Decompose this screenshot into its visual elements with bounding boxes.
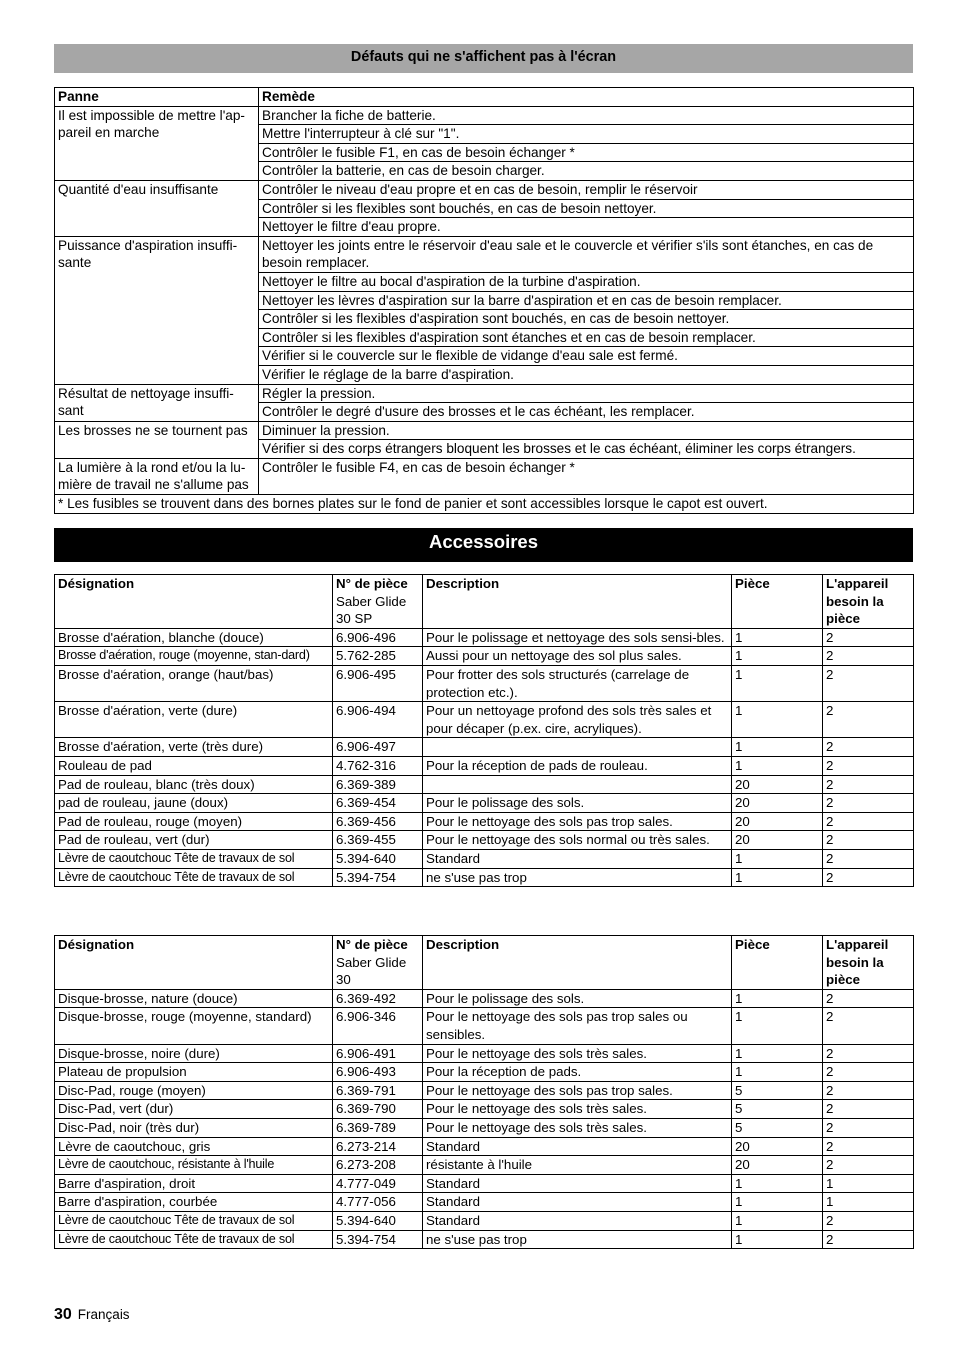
fault-remedy: Nettoyer le filtre d'eau propre. xyxy=(259,218,914,237)
fault-remedy: Nettoyer le filtre au bocal d'aspiration de la turbine d'aspiration. xyxy=(259,272,914,291)
accessories-header-row xyxy=(55,936,914,990)
required-cell: 2 xyxy=(823,989,914,1008)
header-description-label: Description xyxy=(426,576,500,591)
quantity-cell: 1 xyxy=(732,628,823,647)
fault-remedy: Contrôler le fusible F4, en cas de besoin échanger * xyxy=(259,458,914,494)
accessory-row xyxy=(55,1174,914,1193)
part-number-cell: 4.777-049 xyxy=(333,1174,423,1193)
fault-remedy: Vérifier le réglage de la barre d'aspiration. xyxy=(259,365,914,384)
designation-cell: Pad de rouleau, rouge (moyen) xyxy=(55,812,333,831)
fault-remedy: Contrôler si les flexibles sont bouchés, en cas de besoin nettoyer. xyxy=(259,199,914,218)
fault-remedy: Régler la pression. xyxy=(259,384,914,403)
fault-remedy: Contrôler le niveau d'eau propre et en cas de besoin, remplir le réservoir xyxy=(259,180,914,199)
model-name: Saber Glide 30 xyxy=(336,954,407,988)
designation-cell: Barre d'aspiration, droit xyxy=(55,1174,333,1193)
description-cell: Pour le polissage des sols. xyxy=(423,989,732,1008)
required-cell: 1 xyxy=(823,1193,914,1212)
part-number-cell: 5.394-640 xyxy=(333,849,423,868)
header-designation xyxy=(55,575,333,629)
designation-cell: Lèvre de caoutchouc Tête de travaux de sol xyxy=(55,868,333,887)
quantity-cell: 5 xyxy=(732,1081,823,1100)
description-cell: Pour le nettoyage des sols très sales. xyxy=(423,1044,732,1063)
fault-cause: Il est impossible de mettre l'ap-pareil en marche xyxy=(55,106,259,180)
accessory-row xyxy=(55,849,914,868)
header-part-number-label: N° de pièce xyxy=(336,576,408,591)
accessory-row xyxy=(55,794,914,813)
fault-remedy: Contrôler le fusible F1, en cas de besoin échanger * xyxy=(259,143,914,162)
quantity-cell: 1 xyxy=(732,1174,823,1193)
designation-cell: Lèvre de caoutchouc Tête de travaux de sol xyxy=(55,849,333,868)
quantity-cell: 1 xyxy=(732,1230,823,1249)
fault-cause: La lumière à la rond et/ou la lu-mière de travail ne s'allume pas xyxy=(55,458,259,494)
page-footer xyxy=(54,1306,130,1324)
designation-cell: Disc-Pad, vert (dur) xyxy=(55,1100,333,1119)
quantity-cell: 1 xyxy=(732,1044,823,1063)
description-cell: Pour la réception de pads de rouleau. xyxy=(423,756,732,775)
required-cell: 2 xyxy=(823,1137,914,1156)
description-cell: Standard xyxy=(423,1137,732,1156)
fault-row xyxy=(55,384,914,403)
header-part-number xyxy=(333,936,423,990)
description-cell: Pour le polissage des sols. xyxy=(423,794,732,813)
designation-cell: Brosse d'aération, verte (très dure) xyxy=(55,738,333,757)
accessories-table-30 xyxy=(54,935,914,1249)
designation-cell: Brosse d'aération, rouge (moyenne, stan-dard) xyxy=(55,647,333,666)
fault-row xyxy=(55,421,914,440)
required-cell: 2 xyxy=(823,738,914,757)
header-required xyxy=(823,936,914,990)
quantity-cell: 20 xyxy=(732,812,823,831)
footnote: * Les fusibles se trouvent dans des bornes plates sur le fond de panier et sont accessibles lorsque le capot est ouvert. xyxy=(55,495,914,514)
quantity-cell: 1 xyxy=(732,1063,823,1082)
accessory-row xyxy=(55,868,914,887)
quantity-cell: 1 xyxy=(732,702,823,738)
required-cell: 2 xyxy=(823,831,914,850)
fault-remedy: Contrôler le degré d'usure des brosses et le cas échéant, les remplacer. xyxy=(259,403,914,422)
quantity-cell: 1 xyxy=(732,868,823,887)
description-cell: Standard xyxy=(423,849,732,868)
quantity-cell: 1 xyxy=(732,738,823,757)
fault-remedy: Vérifier si le couvercle sur le flexible de vidange d'eau sale est fermé. xyxy=(259,347,914,366)
fault-row xyxy=(55,458,914,494)
accessories-header-row xyxy=(55,575,914,629)
accessory-row xyxy=(55,1100,914,1119)
description-cell: Pour le nettoyage des sols très sales. xyxy=(423,1100,732,1119)
required-cell: 2 xyxy=(823,849,914,868)
part-number-cell: 6.369-454 xyxy=(333,794,423,813)
header-part-number xyxy=(333,575,423,629)
quantity-cell: 20 xyxy=(732,1156,823,1175)
section-title-defauts: Défauts qui ne s'affichent pas à l'écran xyxy=(54,44,913,73)
quantity-cell: 1 xyxy=(732,756,823,775)
description-cell: Aussi pour un nettoyage des sol plus sales. xyxy=(423,647,732,666)
fault-row xyxy=(55,180,914,199)
required-cell: 2 xyxy=(823,702,914,738)
footnote-row xyxy=(55,495,914,514)
accessory-row xyxy=(55,1193,914,1212)
designation-cell: Disc-Pad, noir (très dur) xyxy=(55,1118,333,1137)
part-number-cell: 5.394-754 xyxy=(333,868,423,887)
part-number-cell: 6.369-789 xyxy=(333,1118,423,1137)
header-required-label: L'appareil besoin la pièce xyxy=(826,937,889,988)
description-cell: Pour la réception de pads. xyxy=(423,1063,732,1082)
accessory-row xyxy=(55,1044,914,1063)
part-number-cell: 6.369-790 xyxy=(333,1100,423,1119)
quantity-cell: 1 xyxy=(732,1008,823,1044)
required-cell: 2 xyxy=(823,775,914,794)
accessories-table-sp xyxy=(54,574,914,887)
accessory-row xyxy=(55,1008,914,1044)
part-number-cell: 5.394-640 xyxy=(333,1211,423,1230)
designation-cell: Barre d'aspiration, courbée xyxy=(55,1193,333,1212)
accessory-row xyxy=(55,738,914,757)
accessory-row xyxy=(55,1081,914,1100)
part-number-cell: 6.369-791 xyxy=(333,1081,423,1100)
part-number-cell: 6.906-493 xyxy=(333,1063,423,1082)
fault-cause: Résultat de nettoyage insuffi-sant xyxy=(55,384,259,421)
required-cell: 2 xyxy=(823,647,914,666)
description-cell: Pour le nettoyage des sols pas trop sales. xyxy=(423,812,732,831)
faults-header-row xyxy=(55,88,914,107)
fault-remedy: Brancher la fiche de batterie. xyxy=(259,106,914,125)
part-number-cell: 5.762-285 xyxy=(333,647,423,666)
accessory-row xyxy=(55,831,914,850)
accessory-row xyxy=(55,665,914,701)
part-number-cell: 6.369-455 xyxy=(333,831,423,850)
required-cell: 2 xyxy=(823,794,914,813)
description-cell: Pour frotter des sols structurés (carrelage de protection etc.). xyxy=(423,665,732,701)
fault-remedy: Diminuer la pression. xyxy=(259,421,914,440)
description-cell: Pour le nettoyage des sols normal ou très sales. xyxy=(423,831,732,850)
required-cell: 2 xyxy=(823,1118,914,1137)
header-remede: Remède xyxy=(259,88,914,107)
header-required xyxy=(823,575,914,629)
header-description xyxy=(423,936,732,990)
accessory-row xyxy=(55,1156,914,1175)
accessory-row xyxy=(55,647,914,666)
designation-cell: Plateau de propulsion xyxy=(55,1063,333,1082)
header-description-label: Description xyxy=(426,937,500,952)
required-cell: 2 xyxy=(823,1081,914,1100)
designation-cell: Pad de rouleau, vert (dur) xyxy=(55,831,333,850)
required-cell: 2 xyxy=(823,1044,914,1063)
part-number-cell: 6.906-496 xyxy=(333,628,423,647)
designation-cell: Lèvre de caoutchouc Tête de travaux de sol xyxy=(55,1230,333,1249)
designation-cell: Disque-brosse, nature (douce) xyxy=(55,989,333,1008)
description-cell: Pour le polissage et nettoyage des sols sensi-bles. xyxy=(423,628,732,647)
designation-cell: Lèvre de caoutchouc, résistante à l'huile xyxy=(55,1156,333,1175)
description-cell: Pour un nettoyage profond des sols très sales et pour décaper (p.ex. cire, acryliques). xyxy=(423,702,732,738)
accessory-row xyxy=(55,1230,914,1249)
faults-table xyxy=(54,87,914,514)
accessory-row xyxy=(55,628,914,647)
fault-remedy: Nettoyer les joints entre le réservoir d'eau sale et le couvercle et vérifier s'ils sont étanches, en cas de besoin remplacer. xyxy=(259,236,914,272)
required-cell: 2 xyxy=(823,1156,914,1175)
header-quantity xyxy=(732,936,823,990)
required-cell: 2 xyxy=(823,628,914,647)
quantity-cell: 20 xyxy=(732,794,823,813)
page-number: 30 xyxy=(54,1306,72,1323)
designation-cell: Rouleau de pad xyxy=(55,756,333,775)
header-designation-label: Désignation xyxy=(58,937,135,952)
quantity-cell: 5 xyxy=(732,1100,823,1119)
designation-cell: Disc-Pad, rouge (moyen) xyxy=(55,1081,333,1100)
section-title-accessoires: Accessoires xyxy=(54,528,913,562)
accessory-row xyxy=(55,702,914,738)
fault-remedy: Contrôler la batterie, en cas de besoin charger. xyxy=(259,162,914,181)
part-number-cell: 6.273-214 xyxy=(333,1137,423,1156)
description-cell: résistante à l'huile xyxy=(423,1156,732,1175)
required-cell: 2 xyxy=(823,1230,914,1249)
fault-cause: Quantité d'eau insuffisante xyxy=(55,180,259,236)
accessory-row xyxy=(55,1137,914,1156)
part-number-cell: 6.906-494 xyxy=(333,702,423,738)
part-number-cell: 6.906-497 xyxy=(333,738,423,757)
accessory-row xyxy=(55,1118,914,1137)
required-cell: 1 xyxy=(823,1174,914,1193)
required-cell: 2 xyxy=(823,1211,914,1230)
designation-cell: Pad de rouleau, blanc (très doux) xyxy=(55,775,333,794)
accessory-row xyxy=(55,756,914,775)
description-cell: Pour le nettoyage des sols pas trop sales ou sensibles. xyxy=(423,1008,732,1044)
required-cell: 2 xyxy=(823,756,914,775)
quantity-cell: 1 xyxy=(732,647,823,666)
part-number-cell: 6.273-208 xyxy=(333,1156,423,1175)
header-panne: Panne xyxy=(55,88,259,107)
fault-row xyxy=(55,236,914,272)
part-number-cell: 6.906-346 xyxy=(333,1008,423,1044)
part-number-cell: 6.906-491 xyxy=(333,1044,423,1063)
quantity-cell: 20 xyxy=(732,831,823,850)
model-name: Saber Glide 30 SP xyxy=(336,593,407,627)
header-designation xyxy=(55,936,333,990)
fault-remedy: Nettoyer les lèvres d'aspiration sur la barre d'aspiration et en cas de besoin remplacer. xyxy=(259,291,914,310)
part-number-cell: 5.394-754 xyxy=(333,1230,423,1249)
quantity-cell: 1 xyxy=(732,1211,823,1230)
accessory-row xyxy=(55,775,914,794)
header-description xyxy=(423,575,732,629)
designation-cell: Lèvre de caoutchouc, gris xyxy=(55,1137,333,1156)
description-cell xyxy=(423,775,732,794)
header-quantity-label: Pièce xyxy=(735,576,770,591)
quantity-cell: 5 xyxy=(732,1118,823,1137)
description-cell: Standard xyxy=(423,1211,732,1230)
designation-cell: Disque-brosse, noire (dure) xyxy=(55,1044,333,1063)
designation-cell: Lèvre de caoutchouc Tête de travaux de sol xyxy=(55,1211,333,1230)
fault-row xyxy=(55,106,914,125)
part-number-cell: 6.369-456 xyxy=(333,812,423,831)
description-cell: Pour le nettoyage des sols très sales. xyxy=(423,1118,732,1137)
quantity-cell: 20 xyxy=(732,1137,823,1156)
part-number-cell: 6.906-495 xyxy=(333,665,423,701)
description-cell: Standard xyxy=(423,1174,732,1193)
fault-cause: Les brosses ne se tournent pas xyxy=(55,421,259,458)
header-quantity xyxy=(732,575,823,629)
designation-cell: Brosse d'aération, orange (haut/bas) xyxy=(55,665,333,701)
fault-remedy: Mettre l'interrupteur à clé sur "1". xyxy=(259,125,914,144)
accessory-row xyxy=(55,812,914,831)
accessory-row xyxy=(55,1211,914,1230)
required-cell: 2 xyxy=(823,868,914,887)
quantity-cell: 1 xyxy=(732,989,823,1008)
description-cell: ne s'use pas trop xyxy=(423,1230,732,1249)
header-part-number-label: N° de pièce xyxy=(336,937,408,952)
part-number-cell: 6.369-492 xyxy=(333,989,423,1008)
part-number-cell: 4.762-316 xyxy=(333,756,423,775)
required-cell: 2 xyxy=(823,1100,914,1119)
part-number-cell: 6.369-389 xyxy=(333,775,423,794)
designation-cell: pad de rouleau, jaune (doux) xyxy=(55,794,333,813)
quantity-cell: 1 xyxy=(732,1193,823,1212)
fault-remedy: Contrôler si les flexibles d'aspiration sont bouchés, en cas de besoin nettoyer. xyxy=(259,310,914,329)
description-cell: ne s'use pas trop xyxy=(423,868,732,887)
description-cell: Pour le nettoyage des sols pas trop sales. xyxy=(423,1081,732,1100)
description-cell: Standard xyxy=(423,1193,732,1212)
quantity-cell: 20 xyxy=(732,775,823,794)
fault-remedy: Contrôler si les flexibles d'aspiration sont étanches et en cas de besoin remplacer. xyxy=(259,328,914,347)
accessory-row xyxy=(55,989,914,1008)
quantity-cell: 1 xyxy=(732,849,823,868)
description-cell xyxy=(423,738,732,757)
fault-cause: Puissance d'aspiration insuffi-sante xyxy=(55,236,259,384)
required-cell: 2 xyxy=(823,1008,914,1044)
designation-cell: Brosse d'aération, blanche (douce) xyxy=(55,628,333,647)
designation-cell: Disque-brosse, rouge (moyenne, standard) xyxy=(55,1008,333,1044)
header-required-label: L'appareil besoin la pièce xyxy=(826,576,889,627)
accessory-row xyxy=(55,1063,914,1082)
page-language: Français xyxy=(77,1307,130,1322)
part-number-cell: 4.777-056 xyxy=(333,1193,423,1212)
header-quantity-label: Pièce xyxy=(735,937,770,952)
required-cell: 2 xyxy=(823,665,914,701)
designation-cell: Brosse d'aération, verte (dure) xyxy=(55,702,333,738)
fault-remedy: Vérifier si des corps étrangers bloquent les brosses et le cas échéant, éliminer les corps étrangers. xyxy=(259,440,914,459)
quantity-cell: 1 xyxy=(732,665,823,701)
header-designation-label: Désignation xyxy=(58,576,135,591)
required-cell: 2 xyxy=(823,812,914,831)
required-cell: 2 xyxy=(823,1063,914,1082)
